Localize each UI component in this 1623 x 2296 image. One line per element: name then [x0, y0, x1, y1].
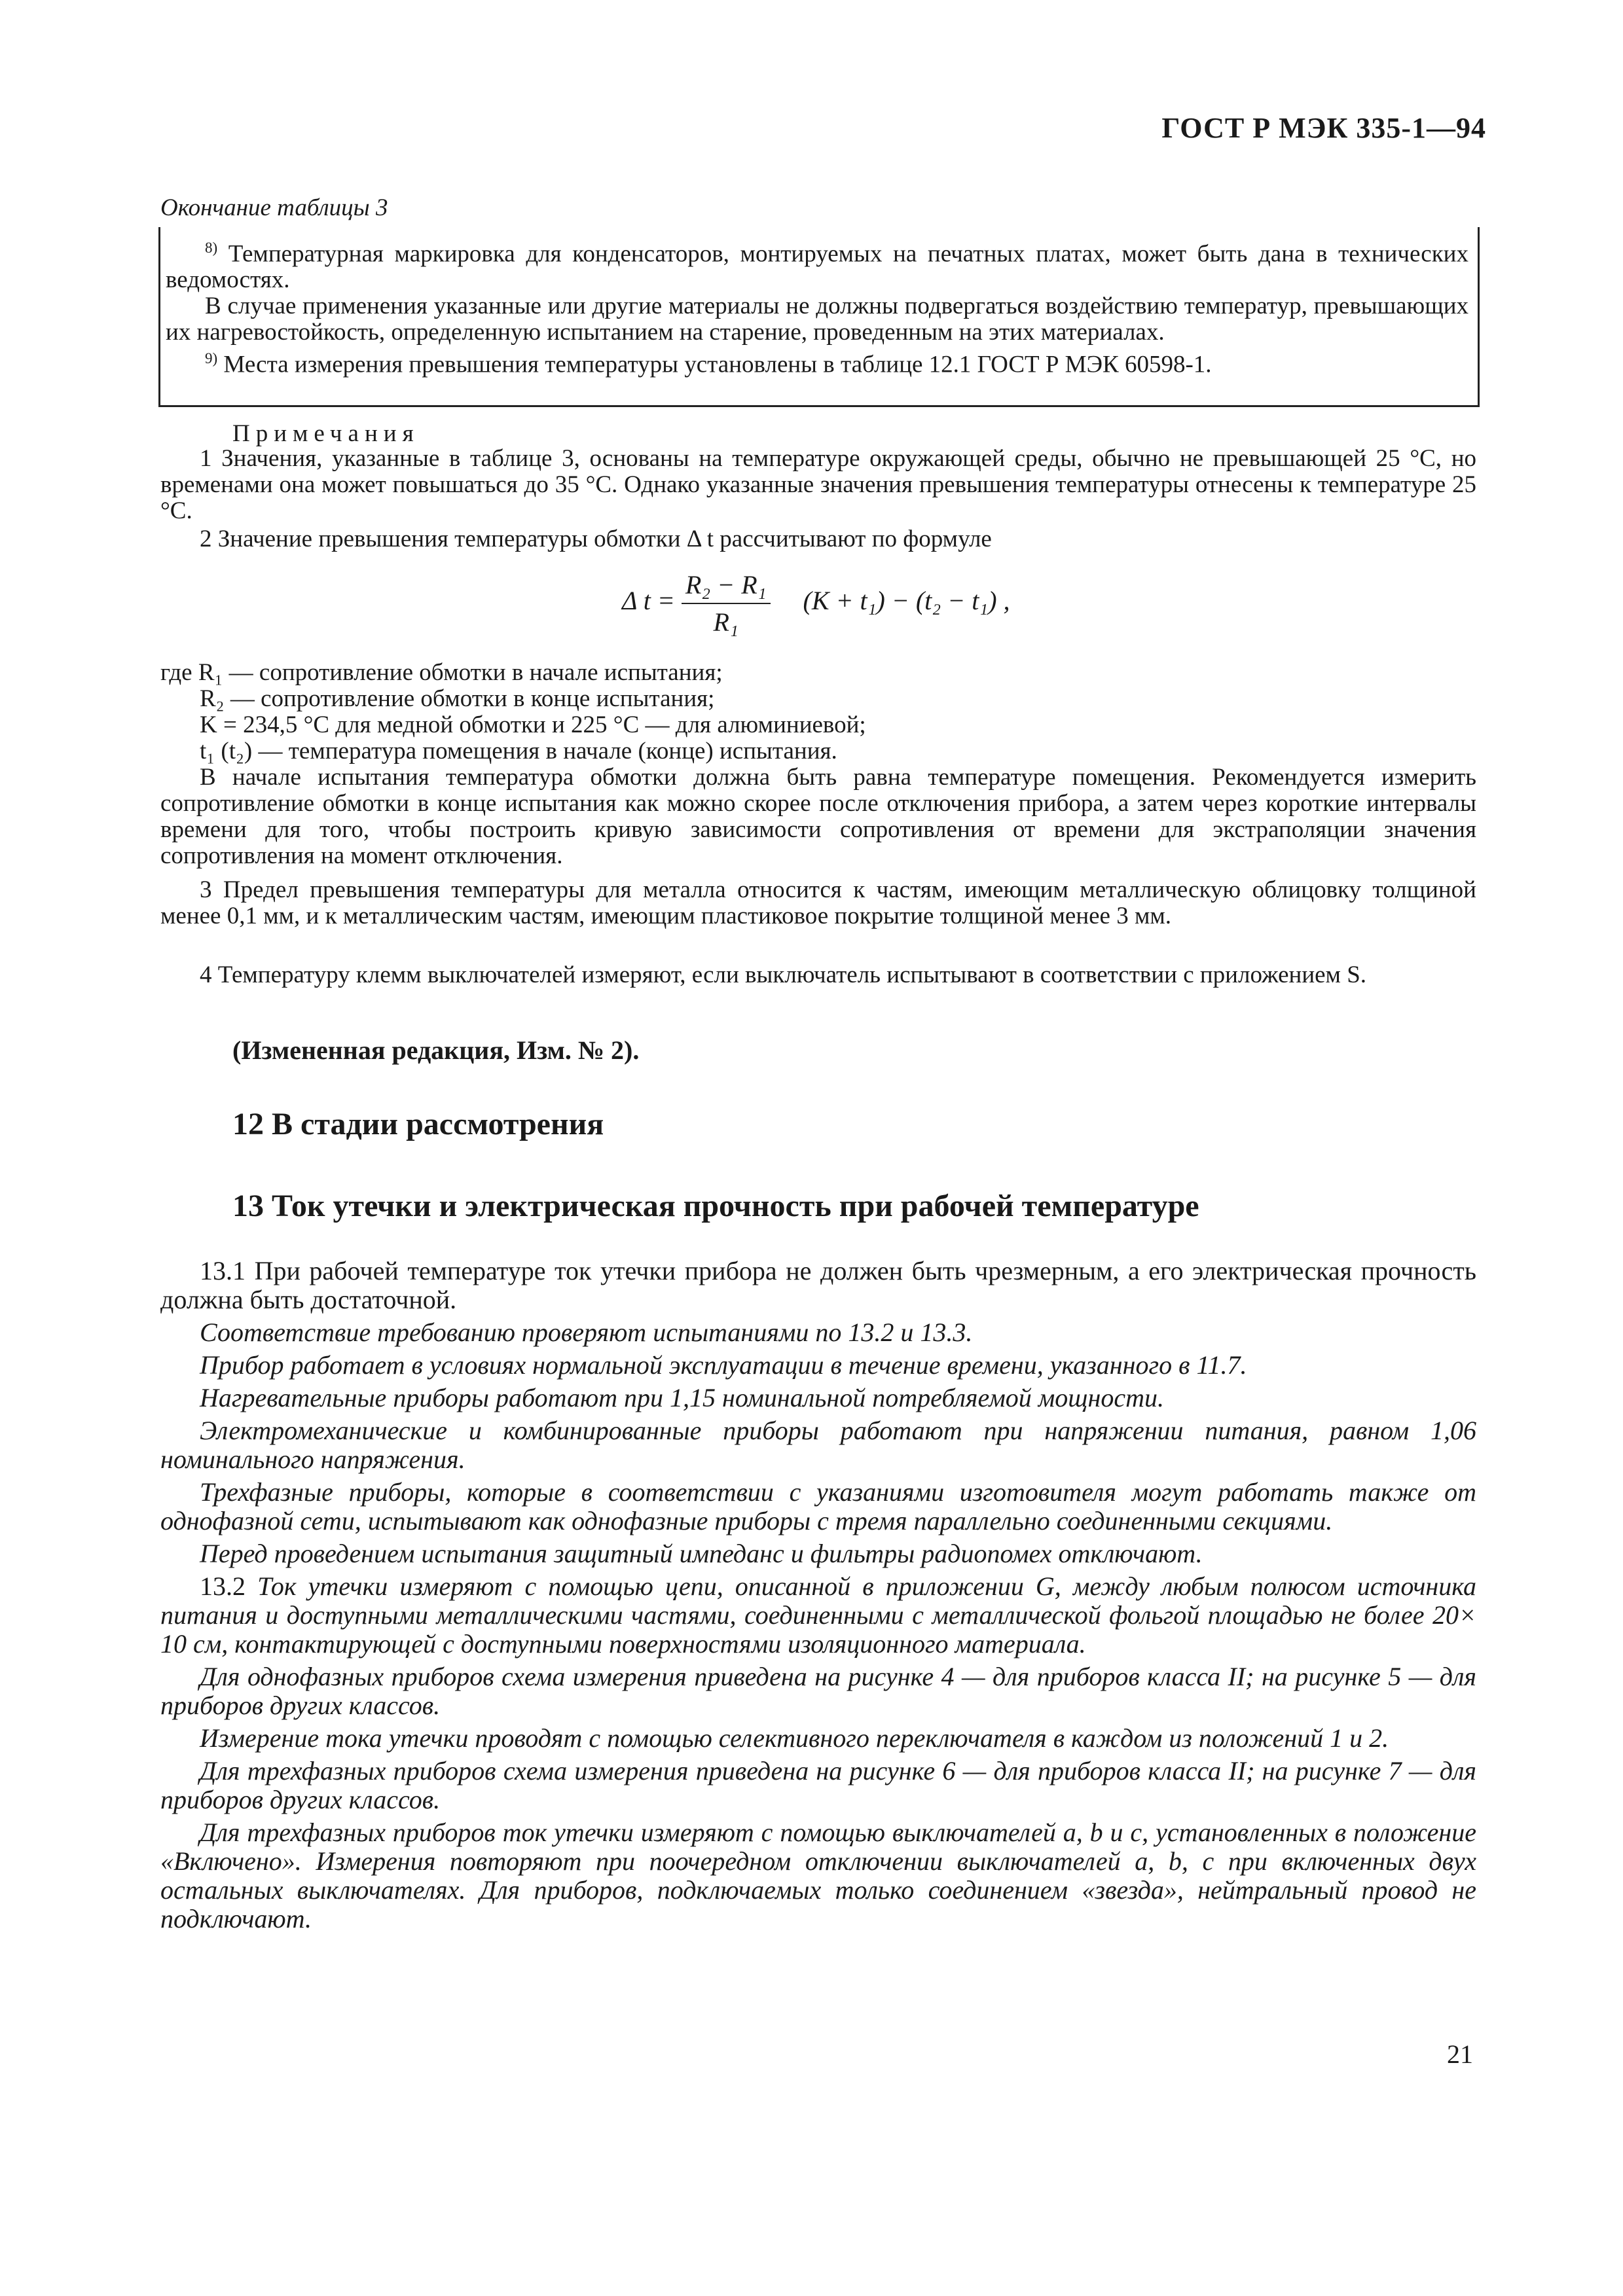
- before-test: Перед проведением испытания защитный импеданс и фильтры радиопомех отключают.: [200, 1539, 1203, 1568]
- note-4: 4 Температуру клемм выключателей измеряют, если выключатель испытывают в соответствии с приложением S.: [200, 961, 1367, 988]
- section-13-body: [160, 1257, 1476, 1933]
- notes-title: Примечания: [232, 420, 420, 447]
- standard-code-header: ГОСТ Р МЭК 335-1—94: [1161, 112, 1486, 144]
- section-13-heading: 13 Ток утечки и электрическая прочность при рабочей температуре: [232, 1189, 1199, 1223]
- page-number: 21: [1447, 2039, 1473, 2069]
- formula-fraction: $\frac{\text{R₂ − R₁}}{\text{R₁}}$: [682, 569, 771, 637]
- note-3: 3 Предел превышения температуры для металла относится к частям, имеющим металлическую облицовку толщиной менее 0,1 мм, и к металлическим частям, имеющим пластиковое покрытие толщиной менее 3 мм.: [160, 876, 1476, 929]
- footnote-9: $^{9)}$ Места измерения превышения температуры установлены в таблице 12.1 ГОСТ Р МЭК 60598-1.: [205, 350, 1212, 378]
- three-phase-appliances: Трехфазные приборы, которые в соответствии с указаниями изготовителя могут работать также от однофазной сети, испытывают как однофазные приборы с тремя параллельно соединенными секциями.: [160, 1477, 1476, 1535]
- section-12-heading: 12 В стадии рассмотрения: [232, 1107, 604, 1141]
- selective-switch: Измерение тока утечки проводят с помощью селективного переключателя в каждом из положений 1 и 2.: [200, 1723, 1389, 1753]
- note-2-paragraph: В начале испытания температура обмотки должна быть равна температуре помещения. Рекомендуется измерить сопротивление обмотки в конце испытания как можно скорее после отключения прибора, а затем через короткие интервалы времени для того, чтобы построить кривую зависимости сопротивления от времени для экстраполяции значения сопротивления на момент отключения.: [160, 764, 1476, 869]
- operation-condition: Прибор работает в условиях нормальной эксплуатации в течение времени, указанного в 11.7.: [200, 1350, 1247, 1380]
- heating-appliances: Нагревательные приборы работают при 1,15 номинальной потребляемой мощности.: [200, 1383, 1164, 1412]
- where-t: t₁ (t₂) — температура помещения в начале (конце) испытания.: [200, 738, 837, 764]
- footnote-8: $^{8)}$ Температурная маркировка для конденсаторов, монтируемых на печатных платах, может быть дана в технических ведомостях.: [166, 240, 1468, 294]
- where-r2: R₂ — сопротивление обмотки в конце испытания;: [200, 685, 715, 712]
- where-r1: где R₁ — сопротивление обмотки в начале испытания;: [160, 659, 723, 686]
- electromechanical-appliances: Электромеханические и комбинированные приборы работают при напряжении питания, равном 1,06 номинального напряжения.: [160, 1416, 1476, 1474]
- single-phase-scheme: Для однофазных приборов схема измерения приведена на рисунке 4 — для приборов класса II; на рисунке 5 — для приборов других классов.: [160, 1662, 1476, 1720]
- three-phase-scheme: Для трехфазных приборов схема измерения приведена на рисунке 6 — для приборов класса II; на рисунке 7 — для приборов других классов.: [160, 1756, 1476, 1814]
- amendment-note: (Измененная редакция, Изм. № 2).: [232, 1035, 640, 1065]
- compliance-check: Соответствие требованию проверяют испытаниями по 13.2 и 13.3.: [200, 1318, 973, 1347]
- paragraph-13-1: 13.1 При рабочей температуре ток утечки прибора не должен быть чрезмерным, а его электрическая прочность должна быть достаточной.: [160, 1256, 1476, 1314]
- temperature-rise-formula: Δ t = $\frac{\text{R₂ − R₁}}{\text{R₁}}$ (K + t₁) − (t₂ − t₁) ,: [622, 570, 1010, 637]
- table-footnotes-box: [158, 227, 1480, 407]
- paragraph-13-2: 13.2 Ток утечки измеряют с помощью цепи, описанной в приложении G, между любым полюсом источника питания и доступными металлическими частями, соединенными с металлической фольгой площадью не более 20× 10 см, контактирующей с доступными поверхностями изоляционного материала.: [160, 1571, 1476, 1659]
- where-k: K = 234,5 °С для медной обмотки и 225 °С — для алюминиевой;: [200, 711, 866, 738]
- table-continuation-caption: Окончание таблицы 3: [160, 194, 388, 221]
- note-2-intro: 2 Значение превышения температуры обмотки Δ t рассчитывают по формуле: [200, 526, 992, 552]
- three-phase-switches: Для трехфазных приборов ток утечки измеряют с помощью выключателей a, b и c, установленных в положение «Включено». Измерения повторяют при поочередном отключении выключателей a, b, c при включенных двух остальных выключателях. Для приборов, подключаемых только соединением «звезда», нейтральный провод не подключают.: [160, 1818, 1477, 1933]
- footnote-8-paragraph-2: В случае применения указанные или другие материалы не должны подвергаться воздействию температур, превышающих их нагревостойкость, определенную испытанием на старение, проведенным на этих материалах.: [166, 293, 1468, 346]
- note-1: 1 Значения, указанные в таблице 3, основаны на температуре окружающей среды, обычно не превышающей 25 °С, но временами она может повышаться до 35 °С. Однако указанные значения превышения температуры отнесены к температуре 25 °С.: [160, 445, 1476, 524]
